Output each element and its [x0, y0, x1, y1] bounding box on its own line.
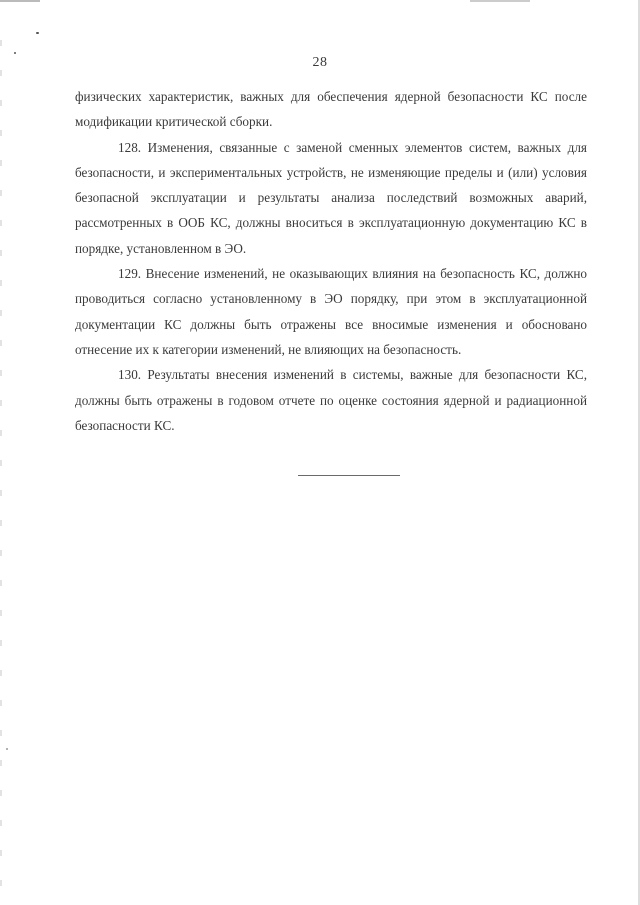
scan-speck — [6, 748, 8, 750]
document-body — [75, 84, 587, 438]
end-of-section-rule — [298, 475, 400, 476]
page-number: 28 — [312, 55, 328, 70]
paragraph-129: 129. Внесение изменений, не оказывающих влияния на безопасность КС, должно проводиться согласно установленному в ЭО порядку, при этом в эксплуатационной документации КС должны быть отражены все вносимые изменения и обосновано отнесение их к категории изменений, не влияющих на безопасность. — [75, 266, 587, 357]
paragraph-continuation: физических характеристик, важных для обеспечения ядерной безопасности КС после модификации критической сборки. — [75, 89, 587, 130]
scan-edge-left — [0, 40, 2, 905]
scan-speck — [14, 52, 16, 54]
scan-speck — [36, 32, 39, 34]
paragraph-128: 128. Изменения, связанные с заменой сменных элементов систем, важных для безопасности, и экспериментальных устройств, не изменяющие пределы и (или) условия безопасной эксплуатации и результаты анализа последствий возможных аварий, рассмотренных в ООБ КС, должны вноситься в эксплуатационную документацию КС в порядке, установленном в ЭО. — [75, 139, 587, 256]
scan-edge-top — [0, 0, 640, 2]
paragraph-130: 130. Результаты внесения изменений в системы, важные для безопасности КС, должны быть отражены в годовом отчете по оценке состояния ядерной и радиационной безопасности КС. — [75, 367, 587, 433]
